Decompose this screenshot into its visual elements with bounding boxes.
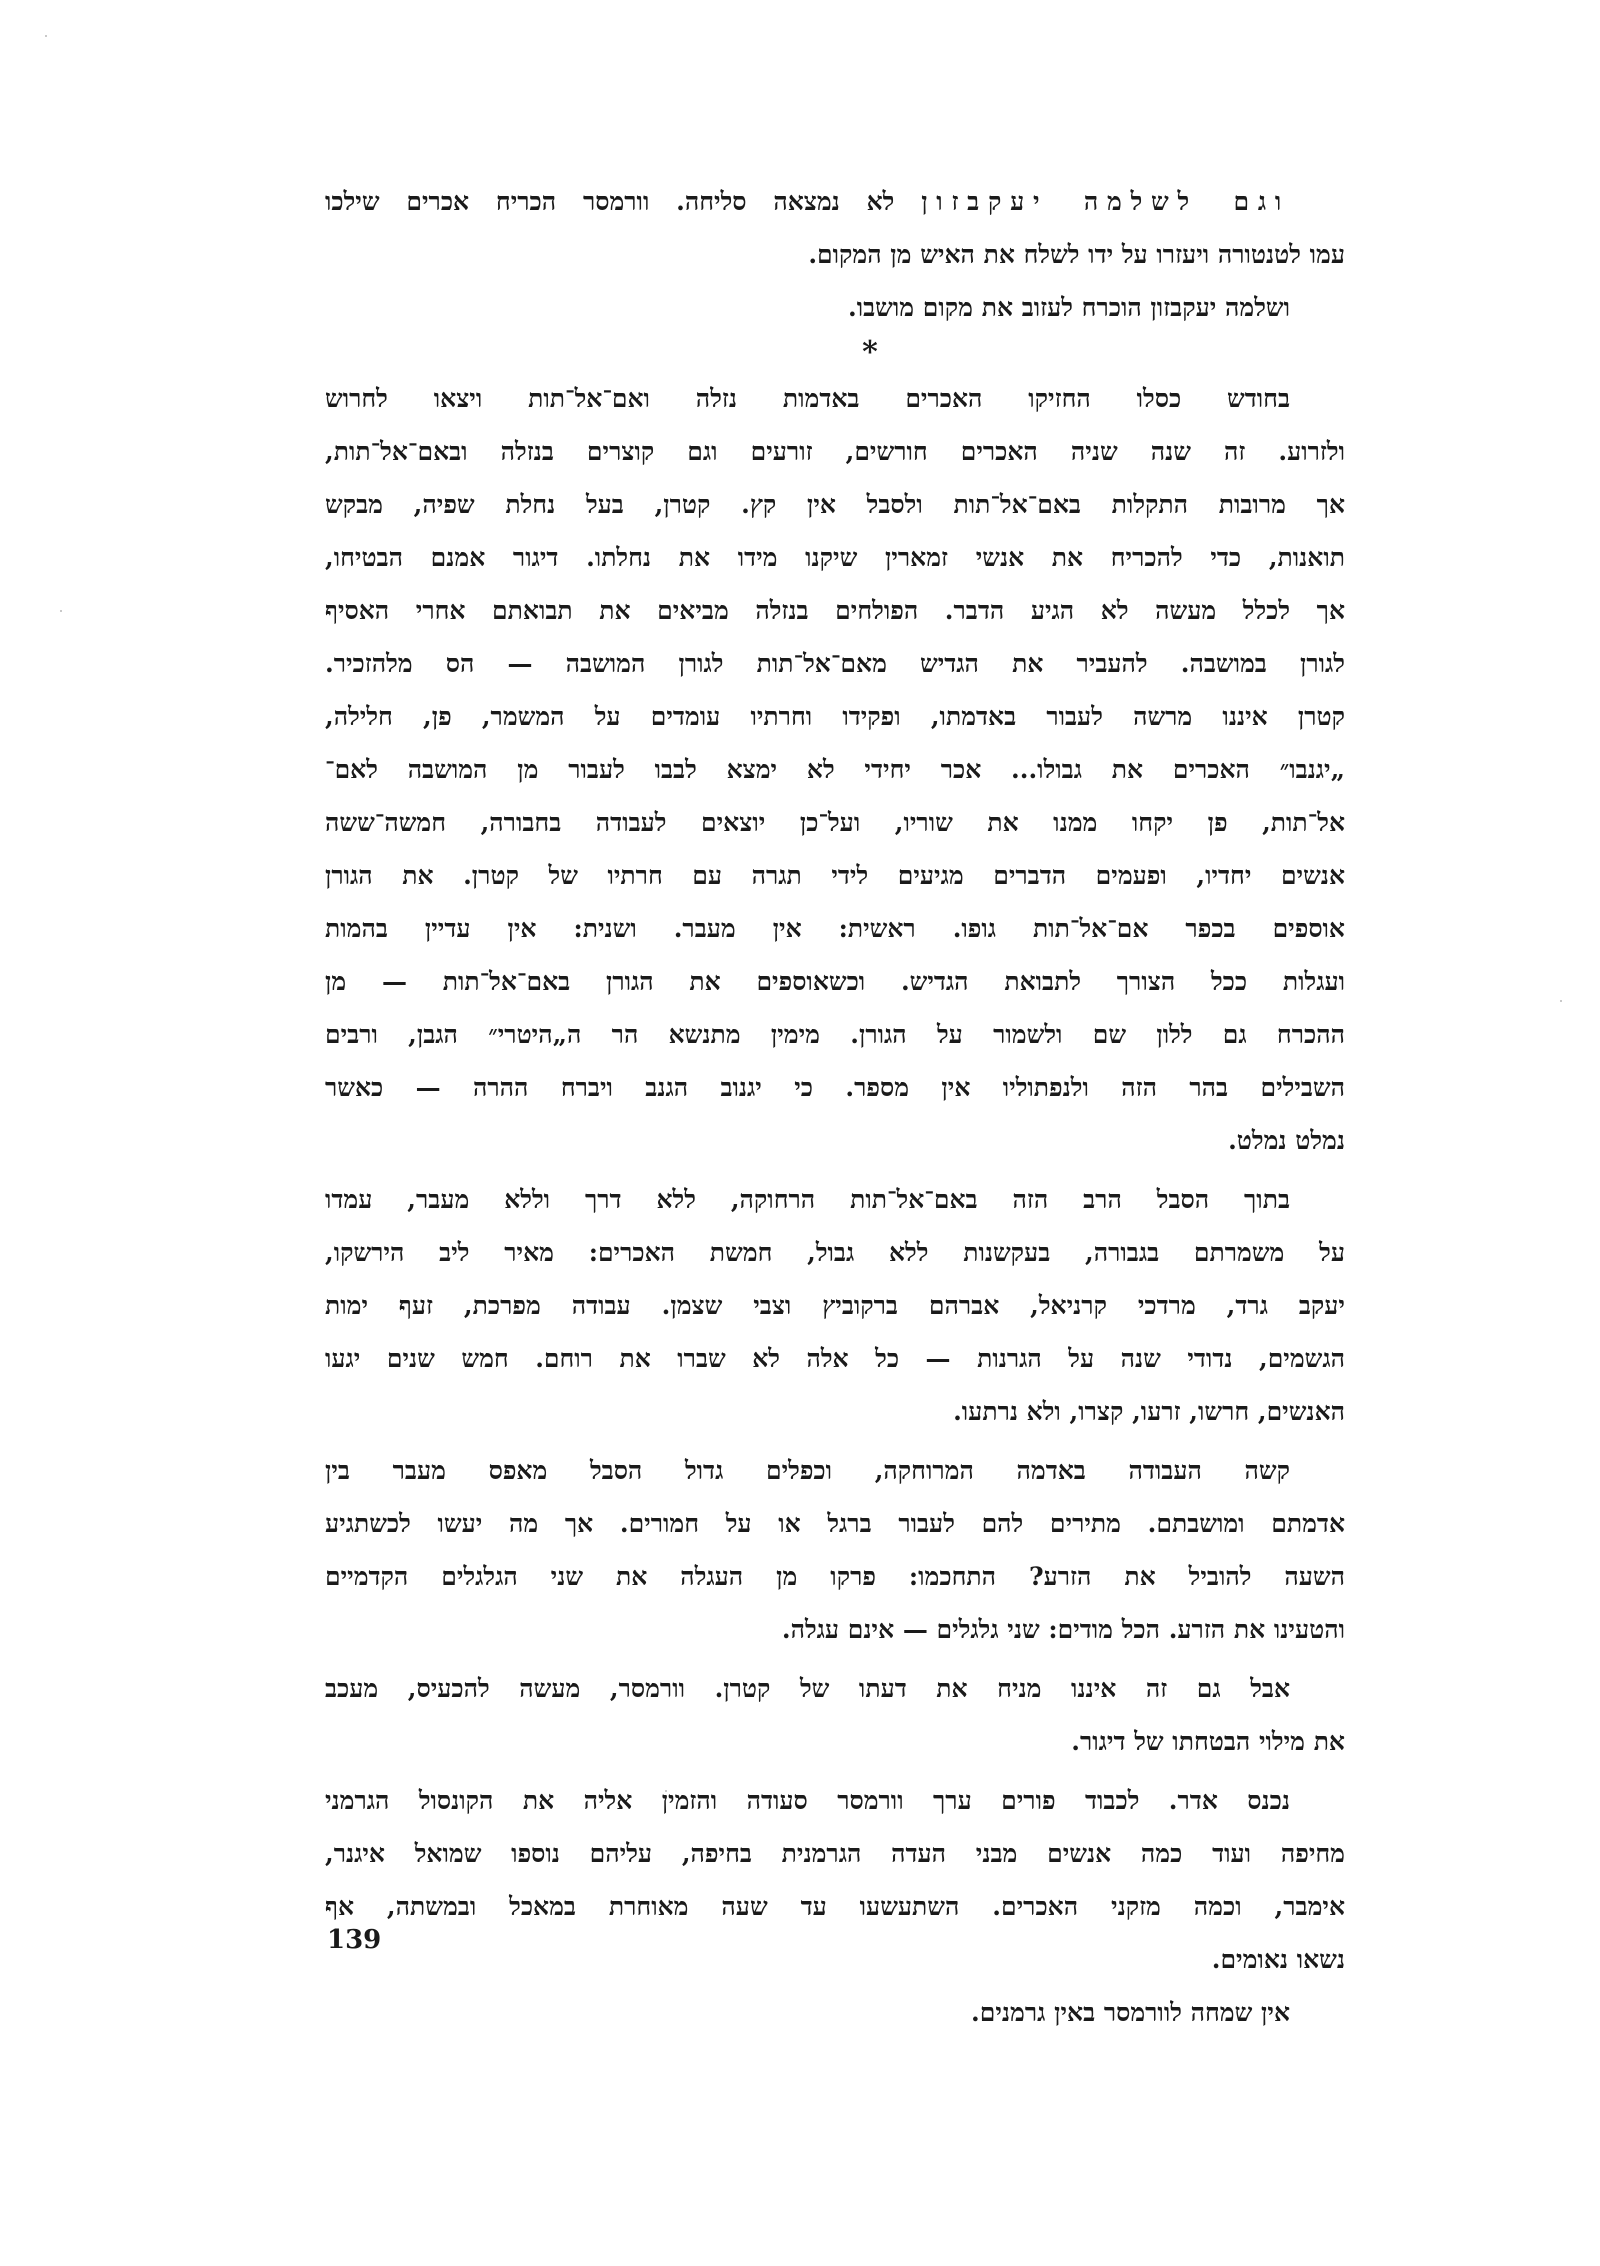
text-fragment: לא נמצאה סליחה. וורמסר הכריח אכרים שילכו: [325, 187, 922, 216]
text-line: עמו לטנטורה ויעזרו על ידו לשלח את האיש מן המקום.: [808, 240, 1345, 269]
text-line: קטרן איננו מרשה לעבור באדמתו, ופקידו וחרתיו עומדים על המשמר, פן, חלילה,: [325, 702, 1345, 731]
text-line: אימבר, וכמה מזקני האכרים. השתעשעו עד שעה מאוחרת במאכל ובמשתה, אף: [325, 1892, 1345, 1921]
text-line: אבל גם זה איננו מניח את דעתו של קטרן. וורמסר, מעשה להכעיס, מעכב: [325, 1674, 1290, 1703]
text-line: אל־תות, פן יקחו ממנו את שוריו, ועל־כן יוצאים לעבודה בחבורה, חמשה־ששה: [325, 808, 1345, 837]
text-line: „יגנבו״ האכרים את גבולו... אכר יחידי לא ימצא לבבו לעבור מן המושבה לאם־: [325, 755, 1345, 784]
text-line: יעקב גרד, מרדכי קרניאל, אברהם ברקוביץ וצבי שצמן. עבודה מפרכת, זעף ימות: [325, 1291, 1345, 1320]
text-line: על משמרתם בגבורה, בעקשנות ללא גבול, חמשת האכרים: מאיר ליב הירשקו,: [325, 1238, 1345, 1267]
text-line: והטעינו את הזרע. הכל מודים: שני גלגלים — אינם עגלה.: [781, 1615, 1345, 1644]
text-line: קשה העבודה באדמה המרוחקה, וכפלים גדול הסבל מאפס מעבר בין: [325, 1456, 1290, 1485]
text-line: ולזרוע. זה שנה שניה האכרים חורשים, זורעים וגם קוצרים בנזלה ובאם־אל־תות,: [325, 437, 1345, 466]
text-line: נשאו נאומים.: [1211, 1945, 1345, 1974]
body-text: [325, 175, 1345, 2039]
paragraph: [325, 372, 1345, 1167]
text-line: אנשים יחדיו, ופעמים הדברים מגיעים לידי תגרה עם חרתיו של קטרן. את הגורן: [325, 861, 1345, 890]
section-break-asterisk: *: [862, 335, 878, 370]
text-line: אך לכלל מעשה לא הגיע הדבר. הפולחים בנזלה מביאים את תבואתם אחרי האסיף: [325, 596, 1345, 625]
scan-speck: [1560, 1000, 1562, 1002]
text-line: אדמתם ומושבתם. מתירים להם לעבור ברגל או על חמורים. אך מה יעשו לכשתגיע: [325, 1509, 1345, 1538]
page-number: 139: [327, 1925, 382, 1955]
text-line: לגורן במושבה. להעביר את הגדיש מאם־אל־תות לגורן המושבה — הס מלהזכיר.: [325, 649, 1345, 678]
text-line: האנשים, חרשו, זרעו, קצרו, ולא נרתעו.: [953, 1397, 1345, 1426]
paragraph: [325, 1173, 1345, 1438]
scan-speck: [45, 35, 47, 37]
text-line: בחודש כסלו החזיקו האכרים באדמות נזלה ואם־אל־תות ויצאו לחרוש: [325, 384, 1290, 413]
text-line: ההכרח גם ללון שם ולשמור על הגורן. מימין מתנשא הר ה„היטרי״ הגבן, ורבים: [325, 1020, 1345, 1049]
text-line: בתוך הסבל הרב הזה באם־אל־תות הרחוקה, ללא דרך וללא מעבר, עמדו: [325, 1185, 1290, 1214]
text-line: תואנות, כדי להכריח את אנשי זמארין שיקנו מידו את נחלתו. דיגור אמנם הבטיחו,: [325, 543, 1345, 572]
text-line: [325, 175, 1345, 228]
text-line: ועגלות ככל הצורך לתבואת הגדיש. וכשאוספים את הגורן באם־אל־תות — מן: [325, 967, 1345, 996]
text-line: השעה להוביל את הזרע? התחכמו: פרקו מן העגלה את שני הגלגלים הקדמיים: [325, 1562, 1345, 1591]
paragraph: [325, 1986, 1345, 2039]
text-line: אך מרובות התקלות באם־אל־תות ולסבל אין קץ. קטרן, בעל נחלת שפיה, מבקש: [325, 490, 1345, 519]
text-line: נכנס אדר. לכבוד פורים ערך וורמסר סעודה והזמין אליה את הקונסול הגרמני: [325, 1786, 1290, 1815]
text-line: את מילוי הבטחתו של דיגור.: [1071, 1727, 1345, 1756]
name-spaced: וגם לשלמה יעקבזון: [921, 187, 1290, 216]
text-line: אוספים בכפר אם־אל־תות גופו. ראשית: אין מעבר. ושנית: אין עדיין בהמות: [325, 914, 1345, 943]
text-line: ושלמה יעקבזון הוכרח לעזוב את מקום מושבו.: [848, 293, 1290, 322]
paragraph: [325, 1444, 1345, 1656]
text-line: הגשמים, נדודי שנה על הגרנות — כל אלה לא שברו את רוחם. חמש שנים יגעו: [325, 1344, 1345, 1373]
paragraph: [325, 1774, 1345, 1986]
paragraph: [325, 175, 1345, 334]
scan-speck: [60, 610, 62, 612]
text-line: מחיפה ועוד כמה אנשים מבני העדה הגרמנית בחיפה, עליהם נוספו שמואל איגנר,: [325, 1839, 1345, 1868]
text-line: השבילים בהר הזה ולנפתוליו אין מספר. כי יגנוב הגנב ויברח ההרה — כאשר: [325, 1073, 1345, 1102]
paragraph: [325, 1662, 1345, 1768]
text-line: נמלט נמלט.: [1228, 1126, 1345, 1155]
text-line: אין שמחה לוורמסר באין גרמנים.: [971, 1998, 1290, 2027]
